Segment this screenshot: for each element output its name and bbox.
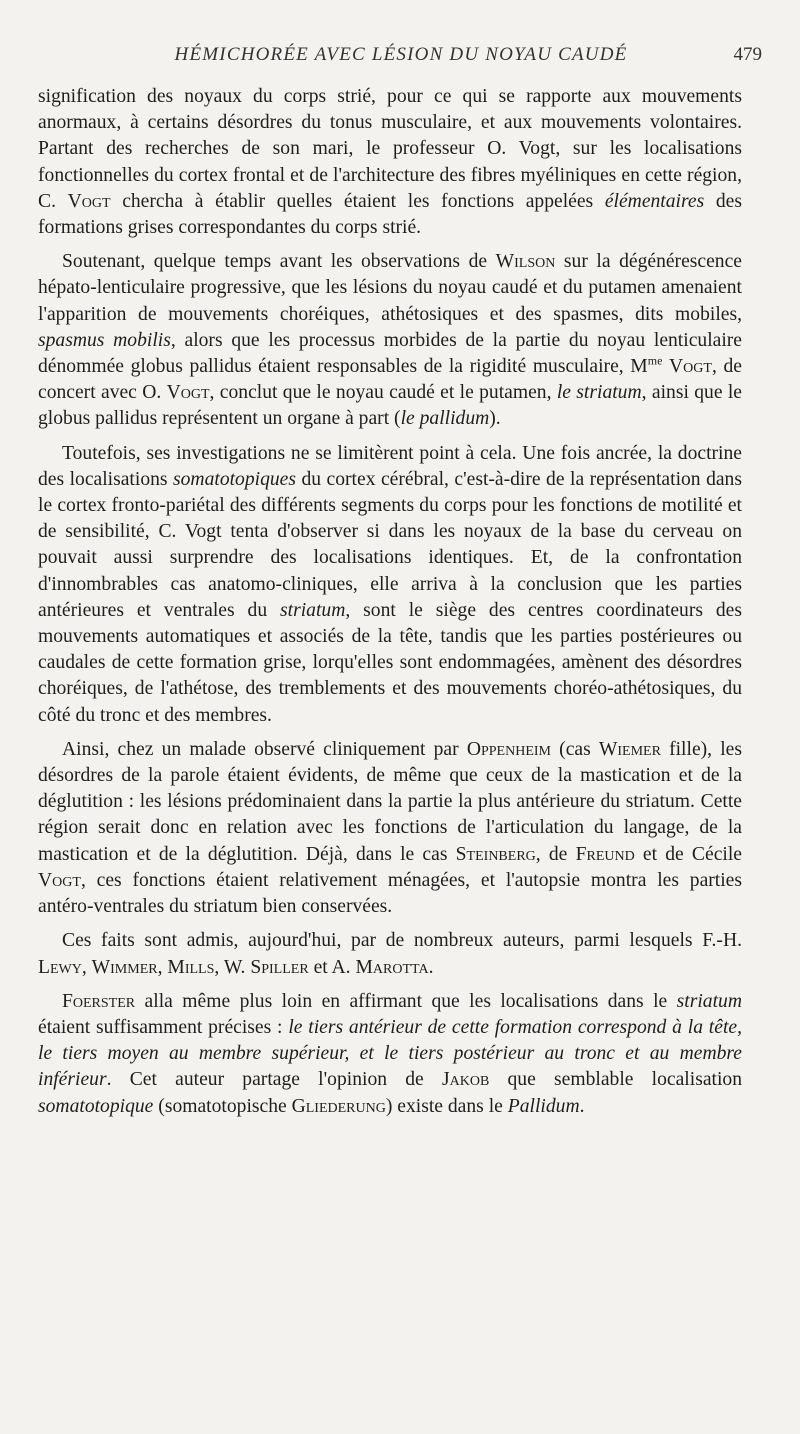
text-run: . xyxy=(428,956,434,978)
text-run: que semblable localisation xyxy=(489,1069,743,1091)
author-name: Foerster xyxy=(62,990,136,1012)
emphasis: somatotopiques xyxy=(173,468,297,490)
author-name: Jakob xyxy=(441,1069,490,1091)
text-run: . xyxy=(579,1095,585,1117)
emphasis: Pallidum xyxy=(507,1095,580,1117)
running-title: HÉMICHORÉE AVEC LÉSION DU NOYAU CAUDÉ xyxy=(174,44,628,65)
text-run: chercha à établir quelles étaient les fonctions appelées xyxy=(110,190,605,212)
text-run: , ces fonctions étaient relativement ménagées, et l'autopsie montra les parties antéro-ventrales du striatum bien conservées. xyxy=(38,869,742,918)
text-run: Ces faits sont admis, aujourd'hui, par de nombreux auteurs, parmi lesquels F.-H. xyxy=(62,930,742,952)
text-run: , sont le siège des centres coordinateurs des mouvements automatiques et associés de la tête, tandis que les parties postérieures ou caudales de cette formation grise, lorqu'elles sont endommagées, amènent des désordres choréiques, de l'athétose, des tremblements et des mouvements choréo-athétosiques, du côté du tronc et des membres. xyxy=(38,599,742,726)
text-run: Soutenant, quelque temps avant les observations de xyxy=(62,251,496,273)
paragraph-6 xyxy=(38,989,742,1120)
page-number: 479 xyxy=(733,44,762,65)
text-run: , xyxy=(81,956,92,978)
text-run: (cas xyxy=(551,738,599,760)
text-run: , conclut que le noyau caudé et le putamen, xyxy=(209,382,557,404)
body-text xyxy=(38,84,742,1128)
text-run: , xyxy=(157,956,168,978)
emphasis: le striatum xyxy=(556,382,642,404)
text-run: Ainsi, chez un malade observé cliniquement par xyxy=(62,738,467,760)
author-name: Vogt xyxy=(38,869,81,891)
author-name: Marotta xyxy=(355,956,429,978)
text-run: , alors que les processus morbides de la partie du noyau lenticulaire dénommée globus pallidus étaient responsables de la rigidité musculaire, M xyxy=(38,329,742,378)
text-run: sur la dégénérescence hépato-lenticulaire progressive, que les lésions du noyau caudé et du putamen amenaient l'apparition de mouvements choréiques, athétosiques et des spasmes, dits mobiles, xyxy=(38,251,742,325)
paragraph-2 xyxy=(38,249,742,432)
author-name: Wilson xyxy=(495,251,556,273)
text-run: signification des noyaux du corps strié, pour ce qui se rapporte aux mouvements anormaux, à certains désordres du tonus musculaire, et aux mouvements volontaires. Partant des recherches de son mari, le professeur O. Vogt, sur les localisations fonctionnelles du cortex frontal et de l'architecture des fibres myéliniques en cette région, C. xyxy=(38,86,742,212)
paragraph-3 xyxy=(38,441,742,729)
text-run: . Cet auteur partage l'opinion de xyxy=(106,1069,442,1091)
author-name: Wimmer xyxy=(91,956,158,978)
superscript: me xyxy=(647,353,663,368)
text-run: Toutefois, ses investigations ne se limitèrent point à cela. Une fois ancrée, la doctrine des localisations xyxy=(38,442,742,490)
text-run: , W. xyxy=(214,956,251,978)
author-name: Steinberg xyxy=(455,843,536,865)
author-name: Vogt xyxy=(669,356,712,378)
author-name: Gliederung xyxy=(291,1095,386,1117)
text-run: étaient suffisamment précises : xyxy=(38,1016,289,1038)
author-name: Lewy xyxy=(38,956,82,978)
paragraph-1 xyxy=(38,84,742,241)
text-run: et A. xyxy=(308,956,356,978)
text-run: (somatotopische xyxy=(153,1095,292,1117)
text-run: , ainsi que le globus pallidus représentent un organe à part ( xyxy=(38,382,742,430)
author-name: Spiller xyxy=(250,956,309,978)
text-run: des formations grises correspondantes du corps strié. xyxy=(38,190,742,239)
page-header xyxy=(38,44,762,72)
text-run: , de concert avec O. xyxy=(38,356,742,404)
emphasis: striatum xyxy=(280,599,346,621)
emphasis: striatum xyxy=(676,990,742,1012)
author-name: Vogt xyxy=(67,190,111,212)
emphasis: le pallidum xyxy=(400,408,490,430)
text-run: alla même plus loin en affirmant que les localisations dans le xyxy=(135,990,677,1012)
text-run: du cortex cérébral, c'est-à-dire de la représentation dans le cortex fronto-pariétal des différents segments du corps pour les fonctions de motilité et de sensibilité, C. Vogt tenta d'observer si dans les noyaux de la base du cerveau on pouvait aussi surprendre des localisations identiques. Et, de la confrontation d'innombrables cas anatomo-cliniques, elle arriva à la conclusion que les parties antérieures et ventrales du xyxy=(38,468,742,621)
author-name: Wiemer xyxy=(598,738,661,760)
paragraph-4 xyxy=(38,737,742,920)
paragraph-5 xyxy=(38,928,742,980)
text-run: ) existe dans le xyxy=(385,1095,508,1117)
author-name: Oppenheim xyxy=(466,738,551,760)
emphasis: élémentaires xyxy=(604,190,705,212)
text-run: ). xyxy=(489,408,501,430)
text-run: , de xyxy=(535,843,576,865)
author-name: Freund xyxy=(575,843,635,865)
emphasis: spasmus mobilis xyxy=(38,329,171,351)
emphasis: le tiers antérieur de cette formation correspond à la tête, le tiers moyen au membre supérieur, et le tiers postérieur au tronc et au membre inférieur xyxy=(38,1016,742,1091)
author-name: Mills xyxy=(167,956,215,978)
text-run: et de Cécile xyxy=(634,843,742,865)
author-name: Vogt xyxy=(166,382,210,404)
emphasis: somatotopique xyxy=(38,1095,154,1117)
text-run: fille), les désordres de la parole étaient évidents, de même que ceux de la mastication et de la déglutition : les lésions prédominaient dans la partie la plus antérieure du striatum. Cette région serait donc en relation avec les fonctions de l'articulation du langage, de la mastication et de la déglutition. Déjà, dans le cas xyxy=(38,738,742,865)
